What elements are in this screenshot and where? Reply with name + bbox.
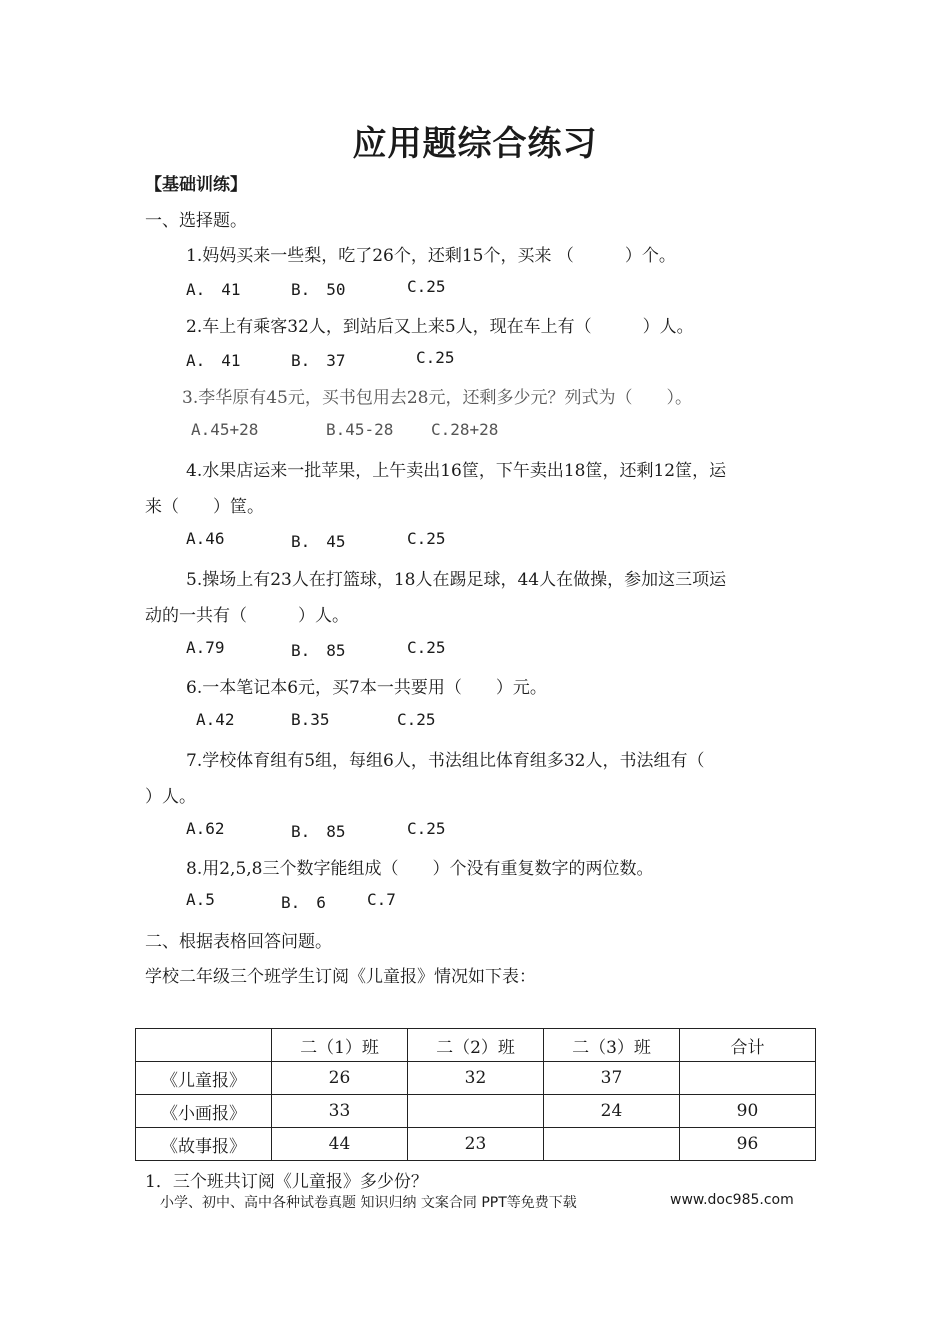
question-6: 6.一本笔记本6元，买7本一共要用（ ）元。 bbox=[186, 678, 547, 698]
option-8c: C.7 bbox=[367, 890, 396, 909]
table-row bbox=[136, 1128, 816, 1161]
table-cell: 24 bbox=[544, 1095, 680, 1128]
page-title: 应用题综合练习 bbox=[352, 124, 598, 164]
option-2b: B. 37 bbox=[291, 351, 346, 370]
part2-heading: 二、根据表格回答问题。 bbox=[145, 932, 332, 952]
table-cell: 《儿童报》 bbox=[136, 1062, 272, 1095]
option-4a: A.46 bbox=[186, 529, 225, 548]
option-2a: A. 41 bbox=[186, 351, 241, 370]
option-6a: A.42 bbox=[196, 710, 235, 729]
option-4c: C.25 bbox=[407, 529, 446, 548]
table-cell: 96 bbox=[680, 1128, 816, 1161]
option-7c: C.25 bbox=[407, 819, 446, 838]
table-cell: 32 bbox=[408, 1062, 544, 1095]
table-header-row bbox=[136, 1029, 816, 1062]
option-2c: C.25 bbox=[416, 348, 455, 367]
question-5-line1: 5.操场上有23人在打篮球，18人在踢足球，44人在做操，参加这三项运 bbox=[186, 570, 727, 590]
option-6b: B.35 bbox=[291, 710, 330, 729]
subscription-table bbox=[135, 1028, 816, 1161]
option-3a: A.45+28 bbox=[191, 420, 259, 439]
option-6c: C.25 bbox=[397, 710, 436, 729]
question-2: 2.车上有乘客32人，到站后又上来5人，现在车上有（ ）人。 bbox=[186, 317, 694, 337]
table-header: 二（2）班 bbox=[408, 1029, 544, 1062]
table-cell: 33 bbox=[272, 1095, 408, 1128]
table-header: 二（1）班 bbox=[272, 1029, 408, 1062]
table-header bbox=[136, 1029, 272, 1062]
option-8a: A.5 bbox=[186, 890, 215, 909]
section-label: 【基础训练】 bbox=[145, 175, 247, 195]
question-4-line1: 4.水果店运来一批苹果，上午卖出16筐，下午卖出18筐，还剩12筐，运 bbox=[186, 461, 727, 481]
footer-link[interactable]: www.doc985.com bbox=[670, 1192, 794, 1208]
table-cell: 90 bbox=[680, 1095, 816, 1128]
option-5a: A.79 bbox=[186, 638, 225, 657]
option-5c: C.25 bbox=[407, 638, 446, 657]
option-4b: B. 45 bbox=[291, 532, 346, 551]
option-3c: C.28+28 bbox=[431, 420, 499, 439]
table-cell bbox=[680, 1062, 816, 1095]
part1-heading: 一、选择题。 bbox=[145, 211, 247, 231]
option-7a: A.62 bbox=[186, 819, 225, 838]
footer-text: 小学、初中、高中各种试卷真题 知识归纳 文案合同 PPT等免费下载 bbox=[160, 1195, 577, 1211]
question-1: 1.妈妈买来一些梨，吃了26个，还剩15个，买来 （ ）个。 bbox=[186, 246, 676, 266]
table-cell: 《小画报》 bbox=[136, 1095, 272, 1128]
table-row bbox=[136, 1095, 816, 1128]
option-3b: B.45-28 bbox=[326, 420, 394, 439]
part2-intro: 学校二年级三个班学生订阅《儿童报》情况如下表： bbox=[145, 967, 536, 987]
table-header: 合计 bbox=[680, 1029, 816, 1062]
table-cell bbox=[544, 1128, 680, 1161]
table-header: 二（3）班 bbox=[544, 1029, 680, 1062]
option-1c: C.25 bbox=[407, 277, 446, 296]
question-5-line2: 动的一共有（ ）人。 bbox=[145, 606, 349, 626]
question-3: 3.李华原有45元，买书包用去28元，还剩多少元？列式为（ ）。 bbox=[182, 388, 692, 408]
option-1b: B. 50 bbox=[291, 280, 346, 299]
table-cell: 44 bbox=[272, 1128, 408, 1161]
question-4-line2: 来（ ）筐。 bbox=[145, 497, 264, 517]
table-cell: 26 bbox=[272, 1062, 408, 1095]
option-7b: B. 85 bbox=[291, 822, 346, 841]
option-1a: A. 41 bbox=[186, 280, 241, 299]
question-7-line2: ）人。 bbox=[145, 787, 196, 807]
followup-question: 1．三个班共订阅《儿童报》多少份？ bbox=[145, 1172, 428, 1192]
option-8b: B. 6 bbox=[281, 893, 326, 912]
option-5b: B. 85 bbox=[291, 641, 346, 660]
question-7-line1: 7.学校体育组有5组，每组6人，书法组比体育组多32人，书法组有（ bbox=[186, 751, 705, 771]
table-cell bbox=[408, 1095, 544, 1128]
question-8: 8.用2,5,8三个数字能组成（ ）个没有重复数字的两位数。 bbox=[186, 859, 654, 879]
table-cell: 23 bbox=[408, 1128, 544, 1161]
table-cell: 《故事报》 bbox=[136, 1128, 272, 1161]
table-cell: 37 bbox=[544, 1062, 680, 1095]
table-row bbox=[136, 1062, 816, 1095]
